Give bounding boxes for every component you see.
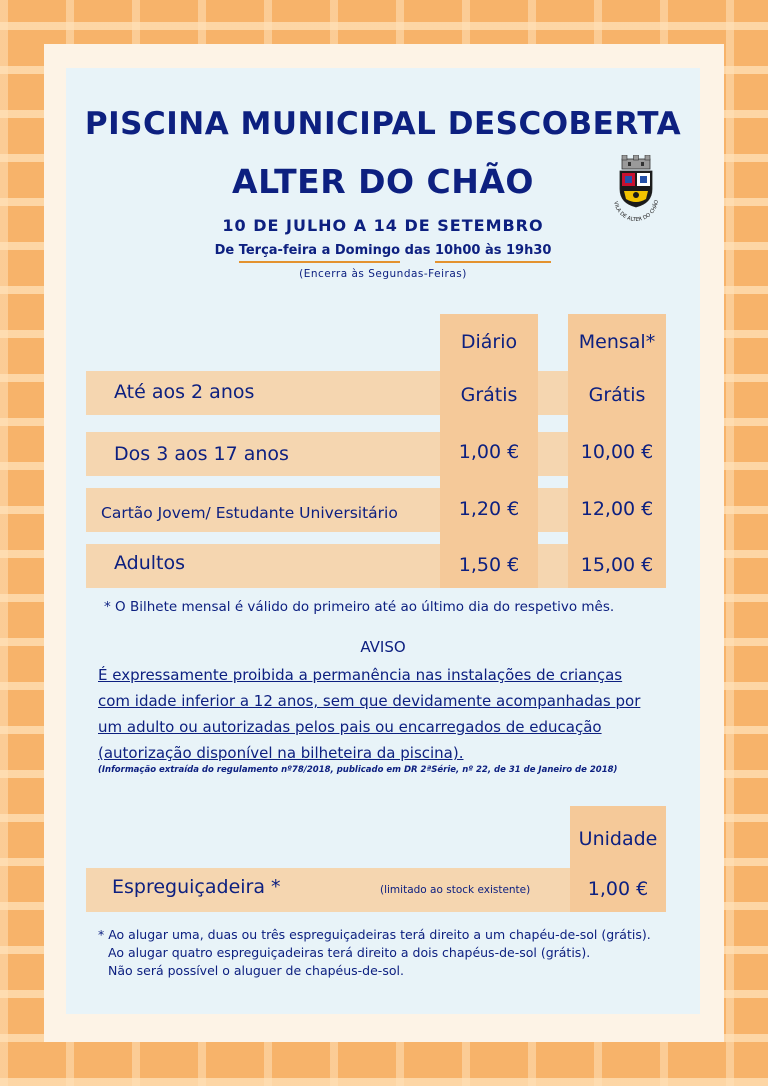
row-label-student: Cartão Jovem/ Estudante Universitário (101, 504, 398, 522)
opening-hours (66, 243, 700, 258)
chair-notes (98, 926, 651, 980)
chair-note-line: Ao alugar quatro espreguiçadeiras terá direito a dois chapéus-de-sol (grátis). (108, 945, 591, 960)
warning-text (98, 662, 698, 766)
title-line-1: PISCINA MUNICIPAL DESCOBERTA (84, 106, 682, 142)
regulation-note: (Informação extraída do regulamento nº78/2018, publicado em DR 2ªSérie, nº 22, de 31 de Janeiro de 2018) (98, 765, 618, 775)
season-dates: 10 DE JULHO A 14 DE SETEMBRO (222, 216, 544, 235)
row-label-under-2: Até aos 2 anos (114, 381, 255, 403)
price-monthly-adults: 15,00 € (580, 554, 654, 576)
price-daily-under-2: Grátis (460, 384, 518, 406)
crest-text: VILA DE ALTER DO CHÃO (612, 199, 661, 224)
hours-pre: De (214, 243, 239, 258)
warning-line: É expressamente proibida a permanência nas instalações de crianças (98, 666, 623, 684)
row-label-adults: Adultos (114, 552, 186, 574)
warning-line: um adulto ou autorizadas pelos pais ou encarregados de educação (98, 718, 602, 736)
monthly-ticket-note: * O Bilhete mensal é válido do primeiro até ao último dia do respetivo mês. (104, 599, 615, 615)
warning-line: (autorização disponível na bilheteira da piscina). (98, 744, 464, 762)
title-line-2: ALTER DO CHÃO (232, 162, 534, 201)
hours-times: 10h00 às 19h30 (435, 243, 551, 263)
chair-limit-note: (limitado ao stock existente) (380, 884, 531, 896)
header-monthly: Mensal* (578, 331, 656, 353)
hours-days: Terça-feira a Domingo (239, 243, 400, 263)
row-label-3-17: Dos 3 aos 17 anos (114, 443, 289, 465)
price-daily-3-17: 1,00 € (458, 441, 520, 463)
chair-note-line: * Ao alugar uma, duas ou três espreguiçadeiras terá direito a um chapéu-de-sol (grátis). (98, 927, 651, 942)
closed-note: (Encerra às Segundas-Feiras) (299, 268, 467, 280)
chair-label: Espreguiçadeira * (112, 876, 281, 898)
hours-mid: das (400, 243, 435, 258)
price-daily-student: 1,20 € (458, 498, 520, 520)
warning-title: AVISO (360, 638, 406, 656)
price-monthly-3-17: 10,00 € (580, 441, 654, 463)
price-monthly-under-2: Grátis (588, 384, 646, 406)
header-unit: Unidade (578, 828, 658, 850)
chair-note-line: Não será possível o aluguer de chapéus-de-sol. (108, 963, 404, 978)
chair-price: 1,00 € (587, 878, 649, 900)
price-monthly-student: 12,00 € (580, 498, 654, 520)
header-daily: Diário (460, 331, 518, 353)
warning-line: com idade inferior a 12 anos, sem que devidamente acompanhadas por (98, 692, 641, 710)
price-daily-adults: 1,50 € (458, 554, 520, 576)
